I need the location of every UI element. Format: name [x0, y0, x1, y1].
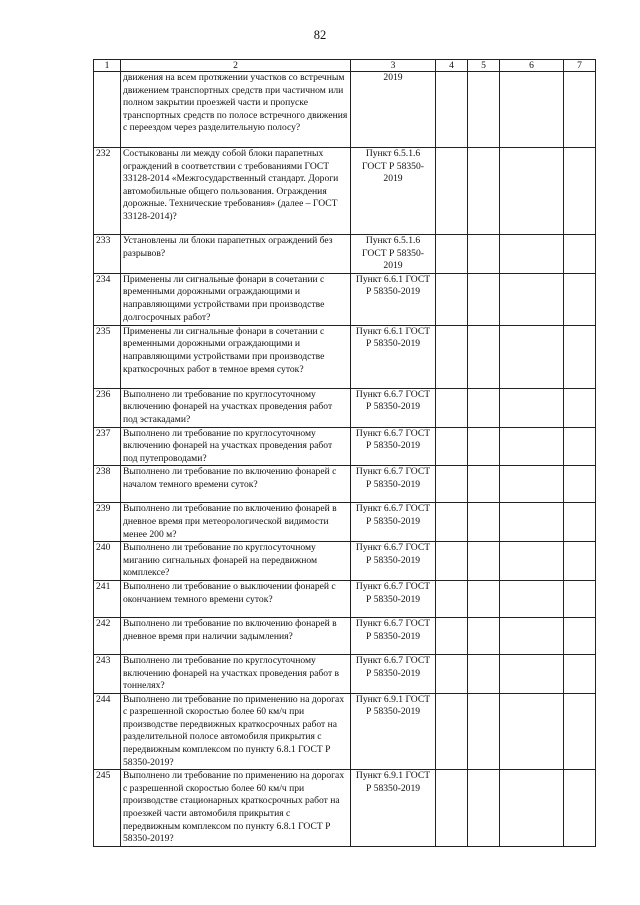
table-row — [94, 148, 596, 235]
answer-cell[interactable] — [468, 654, 500, 693]
normative-reference: 2019 — [351, 72, 436, 148]
column-header: 7 — [564, 60, 596, 72]
normative-reference: Пункт 6.6.1 ГОСТ Р 58350-2019 — [351, 273, 436, 325]
answer-cell[interactable] — [500, 325, 564, 388]
normative-reference: Пункт 6.6.7 ГОСТ Р 58350-2019 — [351, 466, 436, 503]
answer-cell[interactable] — [500, 503, 564, 542]
answer-cell[interactable] — [564, 617, 596, 654]
table-row — [94, 503, 596, 542]
answer-cell[interactable] — [436, 542, 468, 581]
item-number: 239 — [94, 503, 121, 542]
column-header: 5 — [468, 60, 500, 72]
answer-cell[interactable] — [436, 235, 468, 274]
answer-cell[interactable] — [564, 72, 596, 148]
table-row — [94, 235, 596, 274]
answer-cell[interactable] — [436, 427, 468, 466]
item-number: 241 — [94, 580, 121, 617]
answer-cell[interactable] — [436, 273, 468, 325]
answer-cell[interactable] — [564, 235, 596, 274]
requirement-text: Состыкованы ли между собой блоки парапетных ограждений в соответствии с требованиями ГОСТ 33128-2014 «Межгосударственный стандарт. Дороги автомобильные общего пользования. Ограждения дорожные. Технические требования» (далее – ГОСТ 33128-2014)? — [121, 148, 351, 235]
answer-cell[interactable] — [468, 617, 500, 654]
table-row — [94, 466, 596, 503]
table-row — [94, 72, 596, 148]
answer-cell[interactable] — [500, 770, 564, 847]
answer-cell[interactable] — [564, 148, 596, 235]
requirement-text: Выполнено ли требование по круглосуточному миганию сигнальных фонарей на передвижном комплексе? — [121, 542, 351, 581]
item-number: 245 — [94, 770, 121, 847]
normative-reference: Пункт 6.5.1.6 ГОСТ Р 58350-2019 — [351, 148, 436, 235]
normative-reference: Пункт 6.6.7 ГОСТ Р 58350-2019 — [351, 427, 436, 466]
answer-cell[interactable] — [564, 427, 596, 466]
column-header: 3 — [351, 60, 436, 72]
normative-reference: Пункт 6.5.1.6 ГОСТ Р 58350-2019 — [351, 235, 436, 274]
requirement-text: Выполнено ли требование по круглосуточному включению фонарей на участках проведения работ под путепроводами? — [121, 427, 351, 466]
checklist-table — [93, 59, 596, 847]
normative-reference: Пункт 6.9.1 ГОСТ Р 58350-2019 — [351, 693, 436, 770]
answer-cell[interactable] — [500, 693, 564, 770]
normative-reference: Пункт 6.6.1 ГОСТ Р 58350-2019 — [351, 325, 436, 388]
item-number: 235 — [94, 325, 121, 388]
answer-cell[interactable] — [564, 654, 596, 693]
requirement-text: Выполнено ли требование о выключении фонарей с окончанием темного времени суток? — [121, 580, 351, 617]
answer-cell[interactable] — [436, 693, 468, 770]
answer-cell[interactable] — [564, 693, 596, 770]
table-row — [94, 770, 596, 847]
answer-cell[interactable] — [436, 72, 468, 148]
normative-reference: Пункт 6.9.1 ГОСТ Р 58350-2019 — [351, 770, 436, 847]
answer-cell[interactable] — [436, 654, 468, 693]
item-number: 243 — [94, 654, 121, 693]
answer-cell[interactable] — [564, 325, 596, 388]
table-row — [94, 388, 596, 427]
answer-cell[interactable] — [564, 542, 596, 581]
column-header: 6 — [500, 60, 564, 72]
answer-cell[interactable] — [436, 466, 468, 503]
item-number: 237 — [94, 427, 121, 466]
answer-cell[interactable] — [564, 770, 596, 847]
answer-cell[interactable] — [500, 273, 564, 325]
answer-cell[interactable] — [468, 580, 500, 617]
answer-cell[interactable] — [564, 580, 596, 617]
requirement-text: Выполнено ли требование по включению фонарей с началом темного времени суток? — [121, 466, 351, 503]
answer-cell[interactable] — [500, 542, 564, 581]
answer-cell[interactable] — [564, 388, 596, 427]
answer-cell[interactable] — [500, 427, 564, 466]
answer-cell[interactable] — [468, 542, 500, 581]
table-row — [94, 617, 596, 654]
item-number: 242 — [94, 617, 121, 654]
item-number: 233 — [94, 235, 121, 274]
requirement-text: Выполнено ли требование по применению на дорогах с разрешенной скоростью более 60 км/ч при производстве передвижных краткосрочных работ на разделительной полосе автомобиля прикрытия с передвижным комплексом по пункту 6.8.1 ГОСТ Р 58350-2019? — [121, 693, 351, 770]
answer-cell[interactable] — [500, 580, 564, 617]
answer-cell[interactable] — [436, 617, 468, 654]
table-row — [94, 427, 596, 466]
table-row — [94, 654, 596, 693]
answer-cell[interactable] — [468, 72, 500, 148]
item-number: 232 — [94, 148, 121, 235]
requirement-text: Применены ли сигнальные фонари в сочетании с временными дорожными ограждающими и направляющими устройствами при производстве долгосрочных работ? — [121, 273, 351, 325]
header-row — [94, 60, 596, 72]
answer-cell[interactable] — [436, 770, 468, 847]
answer-cell[interactable] — [500, 148, 564, 235]
answer-cell[interactable] — [564, 503, 596, 542]
answer-cell[interactable] — [436, 325, 468, 388]
answer-cell[interactable] — [436, 388, 468, 427]
requirement-text: Установлены ли блоки парапетных ограждений без разрывов? — [121, 235, 351, 274]
column-header: 4 — [436, 60, 468, 72]
item-number: 236 — [94, 388, 121, 427]
requirement-text: Выполнено ли требование по применению на дорогах с разрешенной скоростью более 60 км/ч при производстве стационарных краткосрочных работ на проезжей части автомобиля прикрытия с передвижным комплексом по пункту 6.8.1 ГОСТ Р 58350-2019? — [121, 770, 351, 847]
answer-cell[interactable] — [468, 427, 500, 466]
answer-cell[interactable] — [500, 235, 564, 274]
answer-cell[interactable] — [500, 466, 564, 503]
normative-reference: Пункт 6.6.7 ГОСТ Р 58350-2019 — [351, 503, 436, 542]
page-number: 82 — [313, 28, 327, 42]
answer-cell[interactable] — [468, 503, 500, 542]
item-number: 238 — [94, 466, 121, 503]
answer-cell[interactable] — [436, 503, 468, 542]
normative-reference: Пункт 6.6.7 ГОСТ Р 58350-2019 — [351, 654, 436, 693]
answer-cell[interactable] — [500, 654, 564, 693]
answer-cell[interactable] — [468, 325, 500, 388]
answer-cell[interactable] — [564, 273, 596, 325]
answer-cell[interactable] — [436, 148, 468, 235]
item-number — [94, 72, 121, 148]
column-header: 2 — [121, 60, 351, 72]
normative-reference: Пункт 6.6.7 ГОСТ Р 58350-2019 — [351, 388, 436, 427]
requirement-text: Выполнено ли требование по круглосуточному включению фонарей на участках проведения работ под эстакадами? — [121, 388, 351, 427]
requirement-text: Применены ли сигнальные фонари в сочетании с временными дорожными ограждающими и направляющими устройствами при производстве краткосрочных работ в темное время суток? — [121, 325, 351, 388]
requirement-text: Выполнено ли требование по круглосуточному включению фонарей на участках проведения работ в тоннелях? — [121, 654, 351, 693]
answer-cell[interactable] — [500, 72, 564, 148]
requirement-text: Выполнено ли требование по включению фонарей в дневное время при метеорологической видимости менее 200 м? — [121, 503, 351, 542]
normative-reference: Пункт 6.6.7 ГОСТ Р 58350-2019 — [351, 580, 436, 617]
answer-cell[interactable] — [500, 617, 564, 654]
answer-cell[interactable] — [468, 148, 500, 235]
answer-cell[interactable] — [500, 388, 564, 427]
item-number: 244 — [94, 693, 121, 770]
table-row — [94, 693, 596, 770]
requirement-text: движения на всем протяжении участков со встречным движением транспортных средств при частичном или полном закрытии проезжей части и пропуске транспортных средств по полосе встречного движения с переездом через разделительную полосу? — [121, 72, 351, 148]
answer-cell[interactable] — [468, 466, 500, 503]
answer-cell[interactable] — [564, 466, 596, 503]
answer-cell[interactable] — [468, 235, 500, 274]
item-number: 240 — [94, 542, 121, 581]
item-number: 234 — [94, 273, 121, 325]
normative-reference: Пункт 6.6.7 ГОСТ Р 58350-2019 — [351, 617, 436, 654]
table-row — [94, 580, 596, 617]
table-row — [94, 542, 596, 581]
answer-cell[interactable] — [468, 273, 500, 325]
column-header: 1 — [94, 60, 121, 72]
answer-cell[interactable] — [468, 388, 500, 427]
answer-cell[interactable] — [436, 580, 468, 617]
answer-cell[interactable] — [468, 770, 500, 847]
answer-cell[interactable] — [468, 693, 500, 770]
requirement-text: Выполнено ли требование по включению фонарей в дневное время при наличии задымления? — [121, 617, 351, 654]
table-row — [94, 273, 596, 325]
normative-reference: Пункт 6.6.7 ГОСТ Р 58350-2019 — [351, 542, 436, 581]
table-row — [94, 325, 596, 388]
